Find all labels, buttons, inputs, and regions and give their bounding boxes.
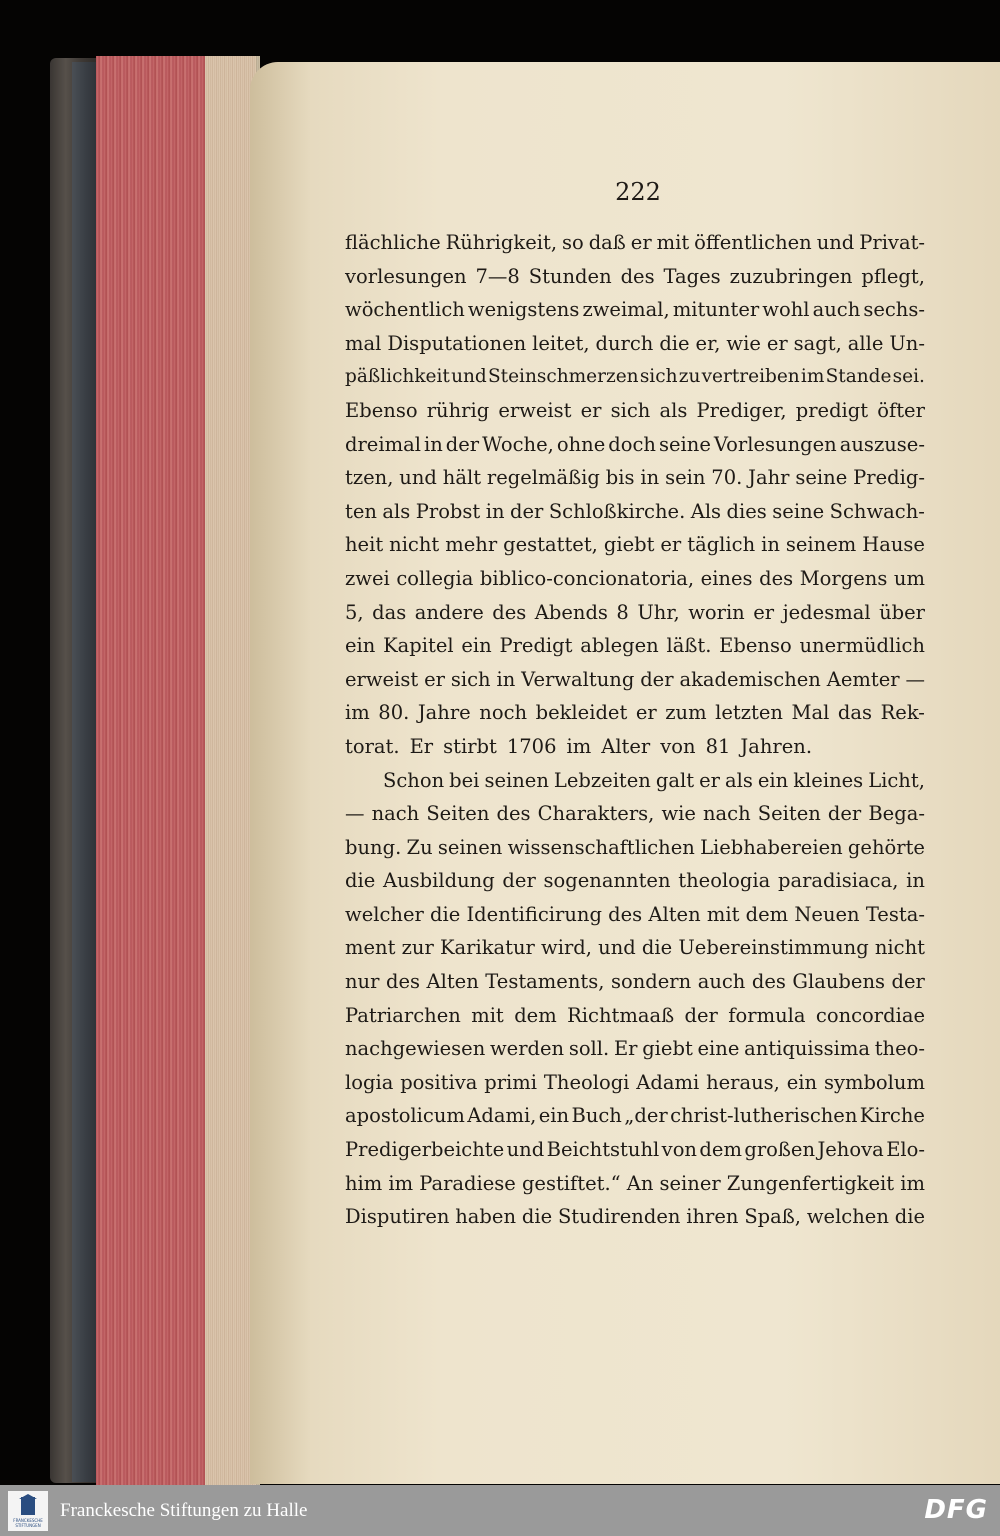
word: Theologi: [543, 1070, 630, 1094]
word: Patriarchen: [345, 1003, 461, 1027]
word: von: [661, 1138, 697, 1162]
word: im: [388, 1171, 414, 1195]
word: die: [659, 331, 690, 355]
word: ein: [345, 634, 376, 658]
text-line: [345, 596, 925, 630]
word: akademischen: [679, 667, 821, 691]
word: Seiten: [757, 802, 821, 826]
word: des: [492, 600, 527, 624]
word: ablegen: [580, 634, 659, 658]
text-line: [345, 226, 925, 260]
word: Ausbildung: [383, 869, 495, 893]
word: Probst: [415, 499, 481, 523]
word: als: [724, 768, 753, 792]
word: christ-lutherischen: [670, 1104, 858, 1128]
word: Un-: [889, 331, 925, 355]
word: Lebzeiten: [553, 768, 651, 792]
word: pflegt,: [861, 264, 925, 288]
word: ein: [757, 768, 789, 792]
word: leitet,: [532, 331, 590, 355]
word: rührig: [426, 398, 490, 422]
word: Er: [613, 1037, 638, 1061]
word: in: [485, 499, 505, 523]
word: er: [424, 667, 445, 691]
word: 80.: [378, 701, 410, 725]
word: Vorlesungen: [713, 432, 837, 456]
word: Alter: [601, 734, 651, 758]
word: Predigt: [499, 634, 573, 658]
word: im: [566, 734, 592, 758]
word: unermüdlich: [799, 634, 925, 658]
word: seinen: [484, 768, 549, 792]
word: die: [894, 1205, 925, 1229]
word: als: [659, 398, 688, 422]
word: giebt: [603, 533, 655, 557]
word: heraus,: [706, 1070, 780, 1094]
word: mehr: [445, 533, 498, 557]
word: mal: [345, 331, 382, 355]
word: sondern: [610, 970, 692, 994]
word: mit: [706, 902, 740, 926]
word: Ebenso: [345, 398, 418, 422]
word: sein: [665, 466, 706, 490]
text-line: [345, 1133, 925, 1167]
text-line: [345, 360, 925, 394]
word: Ebenso: [719, 634, 792, 658]
word: Jehova: [817, 1138, 884, 1162]
word: 1706: [506, 734, 557, 758]
word: er: [580, 398, 602, 422]
text-line: [345, 730, 925, 764]
word: der: [684, 1003, 718, 1027]
word: wie: [661, 802, 696, 826]
word: der: [640, 667, 674, 691]
text-line: [345, 797, 925, 831]
word: Rührigkeit,: [445, 231, 558, 254]
word: alle: [847, 331, 884, 355]
word: Schon: [383, 768, 445, 792]
word: Privat-: [859, 231, 925, 254]
word: Zu: [406, 835, 433, 859]
word: Buch: [571, 1104, 622, 1128]
word: Schwach-: [829, 499, 925, 523]
word: stirbt: [443, 734, 497, 758]
word: primi: [484, 1070, 538, 1094]
word: Predig-: [853, 466, 925, 490]
cover-board: [72, 62, 96, 1482]
word: auch: [812, 298, 861, 322]
word: doch: [608, 432, 656, 456]
word: biblico-concionatoria,: [479, 566, 695, 590]
word: Testaments,: [485, 970, 605, 994]
word: eine: [697, 1037, 740, 1061]
word: er,: [695, 331, 721, 355]
word: An: [626, 1171, 654, 1195]
word: päßlichkeit: [345, 366, 450, 388]
word: Abends: [534, 600, 608, 624]
word: predigt: [795, 398, 869, 422]
word: seinen: [437, 835, 503, 859]
word: hält: [442, 466, 482, 490]
word: zweimal,: [582, 298, 670, 322]
word: Zungenfertigkeit: [726, 1171, 895, 1195]
word: Glaubens: [792, 970, 886, 994]
text-line: [345, 528, 925, 562]
word: nicht: [874, 936, 925, 960]
word: Stunden: [528, 264, 612, 288]
word: Disputationen: [387, 331, 527, 355]
word: Predigerbeichte: [345, 1138, 505, 1162]
word: mit: [471, 1003, 504, 1027]
word: Charakters,: [537, 802, 655, 826]
word: in: [640, 466, 660, 490]
word: er: [699, 768, 720, 792]
word: gestattet,: [503, 533, 598, 557]
francke-logo-icon: [8, 1491, 48, 1531]
word: Neuen: [794, 902, 860, 926]
word: jedesmal: [782, 600, 871, 624]
text-line: [345, 1167, 925, 1201]
word: wissenschaftlichen: [507, 835, 695, 859]
word: wird,: [541, 936, 592, 960]
text-line: [345, 831, 925, 865]
word: und: [598, 936, 636, 960]
word: mitunter: [672, 298, 760, 322]
word: Prediger,: [696, 398, 787, 422]
word: torat.: [345, 734, 400, 758]
word: galt: [655, 768, 695, 792]
text-line: [345, 931, 925, 965]
word: die: [521, 1205, 553, 1229]
word: antiquissima: [744, 1037, 870, 1061]
word: regelmäßig: [486, 466, 600, 490]
word: eines: [700, 566, 753, 590]
word: nur: [345, 970, 380, 994]
word: Studirenden: [557, 1205, 681, 1229]
word: im: [345, 701, 370, 725]
word: bung.: [345, 835, 402, 859]
word: sogenannten: [543, 869, 671, 893]
word: paradisiaca,: [778, 869, 899, 893]
word: concordiae: [815, 1003, 925, 1027]
word: nach: [703, 802, 751, 826]
word: logia: [345, 1070, 394, 1094]
word: —: [345, 802, 365, 826]
word: zum: [665, 701, 707, 725]
word: 8: [616, 600, 629, 624]
word: Elo-: [886, 1138, 925, 1162]
word: 7—8: [475, 264, 520, 288]
word: nach: [371, 802, 420, 826]
word: durch: [595, 331, 654, 355]
word: ment: [345, 936, 396, 960]
word: zuzubringen: [729, 264, 853, 288]
word: Tages: [663, 264, 721, 288]
word: erweist: [345, 667, 419, 691]
word: Morgens: [799, 566, 888, 590]
word: er: [660, 533, 682, 557]
word: Licht,: [868, 768, 925, 792]
word: Disputiren: [345, 1205, 450, 1229]
text-line: [345, 394, 925, 428]
text-line: [345, 663, 925, 697]
word: im: [800, 366, 825, 388]
word: und: [506, 1138, 545, 1162]
word: der: [502, 869, 536, 893]
word: ohne: [556, 432, 606, 456]
word: erweist: [498, 398, 572, 422]
word: in: [761, 533, 780, 557]
word: zwei: [345, 566, 390, 590]
word: der: [891, 970, 925, 994]
word: 70.: [711, 466, 743, 490]
word: Aemter: [826, 667, 900, 691]
word: der: [827, 802, 862, 826]
word: ein: [538, 1104, 570, 1128]
word: sich: [450, 667, 491, 691]
word: tzen,: [345, 466, 394, 490]
word: Seiten: [426, 802, 490, 826]
word: Adami: [636, 1070, 700, 1094]
word: collegia: [396, 566, 474, 590]
word: des: [620, 264, 655, 288]
dfg-logo: DFG: [924, 1495, 988, 1525]
word: im: [900, 1171, 925, 1195]
word: Rek-: [880, 701, 925, 725]
word: Jahre: [417, 701, 471, 725]
word: Jahren.: [740, 734, 813, 758]
word: Steinschmerzen: [487, 366, 639, 388]
word: sei.: [892, 366, 925, 388]
word: Testa-: [865, 902, 925, 926]
word: als: [382, 499, 411, 523]
word: dreimal: [345, 432, 421, 456]
word: „der: [624, 1104, 668, 1128]
word: bis: [605, 466, 635, 490]
word: und: [399, 466, 437, 490]
word: worin: [688, 600, 745, 624]
word: öffentlichen: [694, 231, 812, 254]
word: wöchentlich: [345, 298, 465, 322]
text-line: [345, 495, 925, 529]
text-line: [345, 461, 925, 495]
word: heit: [345, 533, 384, 557]
text-line: [345, 864, 925, 898]
logo-caption: FRANCKESCHE STIFTUNGEN: [13, 1518, 43, 1528]
text-line: [345, 629, 925, 663]
word: dem: [699, 1138, 742, 1162]
word: er: [766, 331, 788, 355]
word: seinem: [785, 533, 857, 557]
word: die: [641, 936, 673, 960]
word: Stande: [825, 366, 892, 388]
word: er: [630, 231, 652, 254]
word: vorlesungen: [345, 264, 467, 288]
word: formula: [728, 1003, 806, 1027]
word: und: [816, 231, 855, 254]
text-line: [345, 260, 925, 294]
word: dies: [726, 499, 767, 523]
word: bekleidet: [535, 701, 628, 725]
text-line: [345, 1066, 925, 1100]
word: Karikatur: [439, 936, 535, 960]
word: symbolum: [823, 1070, 925, 1094]
word: täglich: [687, 533, 756, 557]
text-line: [345, 696, 925, 730]
text-line: [345, 562, 925, 596]
word: auszuse-: [839, 432, 925, 456]
word: sich: [639, 366, 678, 388]
word: er: [753, 600, 775, 624]
word: sich: [610, 398, 651, 422]
word: nicht: [389, 533, 440, 557]
word: haben: [455, 1205, 517, 1229]
word: welchen: [806, 1205, 889, 1229]
word: Hause: [862, 533, 925, 557]
word: Als: [690, 499, 722, 523]
word: von: [660, 734, 696, 758]
word: Uebereinstimmung: [678, 936, 869, 960]
word: dem: [514, 1003, 557, 1027]
text-line: [345, 293, 925, 327]
word: so: [561, 231, 584, 254]
page-body: [345, 226, 925, 1234]
word: ein: [786, 1070, 818, 1094]
word: bei: [449, 768, 480, 792]
text-line: [345, 1099, 925, 1133]
word: des: [496, 802, 531, 826]
word: Verwaltung: [521, 667, 635, 691]
word: 5,: [345, 600, 364, 624]
word: dem: [745, 902, 789, 926]
word: Liebhabereien: [700, 835, 843, 859]
word: das: [372, 600, 407, 624]
word: flächliche: [345, 231, 441, 254]
word: seine: [658, 432, 711, 456]
text-line: [345, 1200, 925, 1234]
word: seine: [795, 466, 848, 490]
word: das: [837, 701, 873, 725]
text-line: [345, 999, 925, 1033]
word: des: [608, 902, 643, 926]
word: der: [510, 499, 544, 523]
viewer-footer: [0, 1485, 1000, 1536]
word: mit: [656, 231, 690, 254]
text-line: [345, 965, 925, 999]
word: zu: [678, 366, 701, 388]
institution-name: Franckesche Stiftungen zu Halle: [60, 1500, 308, 1521]
word: über: [879, 600, 925, 624]
word: Woche,: [482, 432, 554, 456]
page-number: 222: [615, 178, 661, 206]
word: Kirche: [859, 1104, 925, 1128]
text-line: [345, 898, 925, 932]
word: Paradiese: [419, 1171, 516, 1195]
text-line: [345, 327, 925, 361]
word: 81: [705, 734, 731, 758]
text-line: [345, 1032, 925, 1066]
word: Beichtstuhl: [546, 1138, 660, 1162]
word: ten: [345, 499, 377, 523]
word: auch: [697, 970, 746, 994]
word: noch: [479, 701, 528, 725]
word: zur: [401, 936, 434, 960]
word: apostolicum: [345, 1104, 465, 1128]
word: Er: [409, 734, 434, 758]
word: Jahr: [748, 466, 790, 490]
word: Spaß,: [744, 1205, 802, 1229]
word: Schloßkirche.: [548, 499, 686, 523]
word: soll.: [568, 1037, 610, 1061]
word: und: [451, 366, 487, 388]
word: Adami,: [467, 1104, 537, 1128]
word: die: [430, 902, 461, 926]
word: gestiftet.“: [521, 1171, 621, 1195]
word: des: [751, 970, 786, 994]
text-line: [345, 764, 925, 798]
word: ein: [461, 634, 492, 658]
word: theo-: [874, 1037, 925, 1061]
word: Bega-: [868, 802, 925, 826]
word: giebt: [642, 1037, 693, 1061]
word: andere: [414, 600, 484, 624]
word: Alten: [426, 970, 479, 994]
word: him: [345, 1171, 383, 1195]
word: sechs-: [863, 298, 925, 322]
word: letzten: [715, 701, 783, 725]
word: öfter: [877, 398, 925, 422]
word: seiner: [659, 1171, 721, 1195]
word: gehörte: [847, 835, 925, 859]
word: des: [385, 970, 420, 994]
word: um: [893, 566, 925, 590]
word: in: [906, 869, 925, 893]
word: der: [445, 432, 480, 456]
word: nachgewiesen: [345, 1037, 486, 1061]
word: ihren: [686, 1205, 739, 1229]
word: werden: [489, 1037, 565, 1061]
text-line: [345, 428, 925, 462]
word: die: [345, 869, 376, 893]
word: in: [423, 432, 443, 456]
word: welcher: [345, 902, 424, 926]
word: positiva: [400, 1070, 478, 1094]
word: vertreiben: [701, 366, 800, 388]
word: kleines: [793, 768, 864, 792]
word: in: [496, 667, 516, 691]
word: Uhr,: [637, 600, 680, 624]
word: daß: [588, 231, 626, 254]
word: Richtmaaß: [567, 1003, 675, 1027]
word: Kapitel: [383, 634, 454, 658]
word: er: [635, 701, 657, 725]
word: Alten: [648, 902, 701, 926]
word: Mal: [791, 701, 830, 725]
word: seine: [772, 499, 825, 523]
word: theologia: [678, 869, 771, 893]
word: wie: [726, 331, 761, 355]
word: wenigstens: [467, 298, 580, 322]
word: Identificirung: [466, 902, 602, 926]
word: sagt,: [793, 331, 842, 355]
word: des: [759, 566, 794, 590]
word: wohl: [762, 298, 810, 322]
word: läßt.: [666, 634, 712, 658]
word: großen: [744, 1138, 816, 1162]
word: —: [905, 667, 925, 691]
